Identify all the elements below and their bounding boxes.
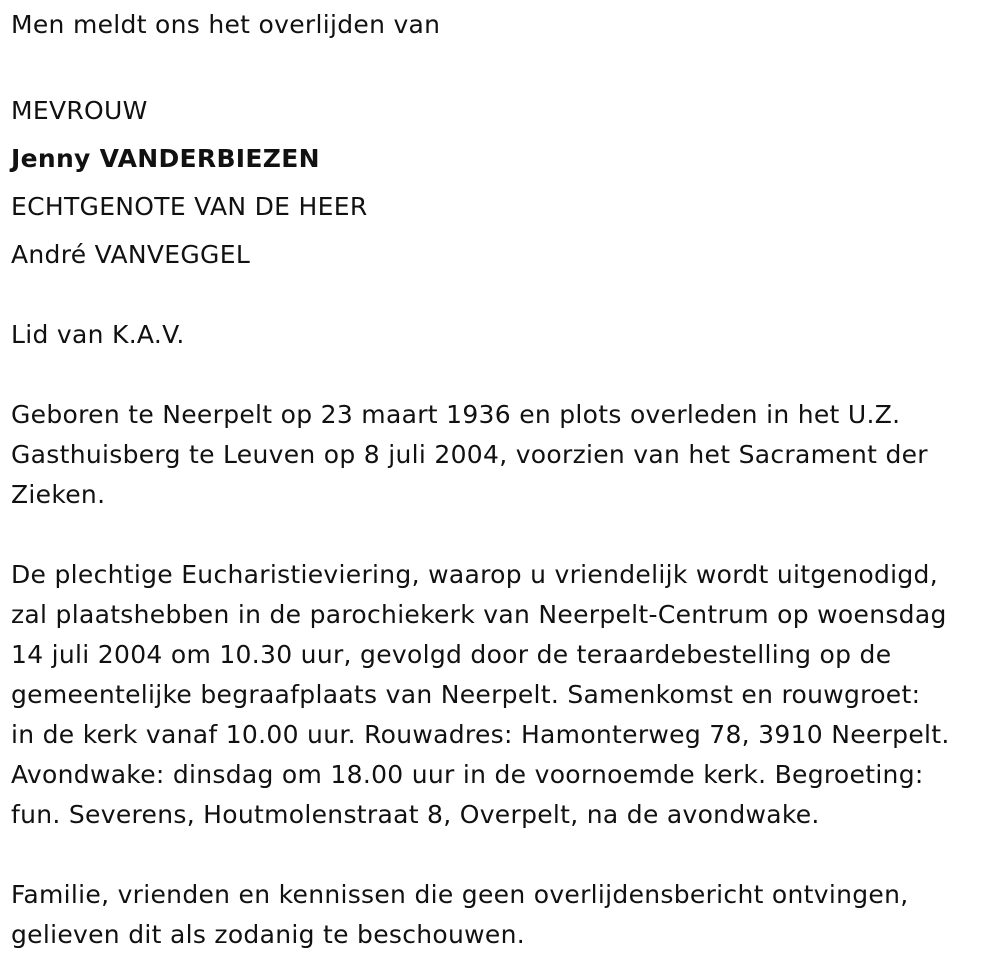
birth-death-paragraph xyxy=(11,395,991,515)
paragraph-line: 14 juli 2004 om 10.30 uur, gevolgd door de teraardebestelling op de xyxy=(11,640,892,669)
membership-text: Lid van K.A.V. xyxy=(11,320,185,349)
paragraph-line: Zieken. xyxy=(11,480,106,509)
ceremony-paragraph xyxy=(11,555,991,835)
intro-text: Men meldt ons het overlijden van xyxy=(11,10,441,39)
paragraph-line: gemeentelijke begraafplaats van Neerpelt. Samenkomst en rouwgroet: xyxy=(11,680,921,709)
paragraph-line: Avondwake: dinsdag om 18.00 uur in de voornoemde kerk. Begroeting: xyxy=(11,760,924,789)
paragraph-line: in de kerk vanaf 10.00 uur. Rouwadres: Hamonterweg 78, 3910 Neerpelt. xyxy=(11,720,950,749)
honorific: MEVROUW xyxy=(11,96,148,125)
relation-text: ECHTGENOTE VAN DE HEER xyxy=(11,192,368,221)
paragraph-line: zal plaatshebben in de parochiekerk van Neerpelt-Centrum op woensdag xyxy=(11,600,947,629)
paragraph-line: Gasthuisberg te Leuven op 8 juli 2004, voorzien van het Sacrament der xyxy=(11,440,928,469)
paragraph-line: De plechtige Eucharistieviering, waarop u vriendelijk wordt uitgenodigd, xyxy=(11,560,938,589)
paragraph-line: Familie, vrienden en kennissen die geen overlijdensbericht ontvingen, xyxy=(11,880,909,909)
deceased-name: Jenny VANDERBIEZEN xyxy=(11,144,320,173)
paragraph-line: Geboren te Neerpelt op 23 maart 1936 en plots overleden in het U.Z. xyxy=(11,400,901,429)
paragraph-line: fun. Severens, Houtmolenstraat 8, Overpelt, na de avondwake. xyxy=(11,800,820,829)
closing-paragraph xyxy=(11,875,991,955)
paragraph-line: gelieven dit als zodanig te beschouwen. xyxy=(11,920,525,949)
obituary-document xyxy=(11,0,991,955)
spouse-name: André VANVEGGEL xyxy=(11,240,251,269)
